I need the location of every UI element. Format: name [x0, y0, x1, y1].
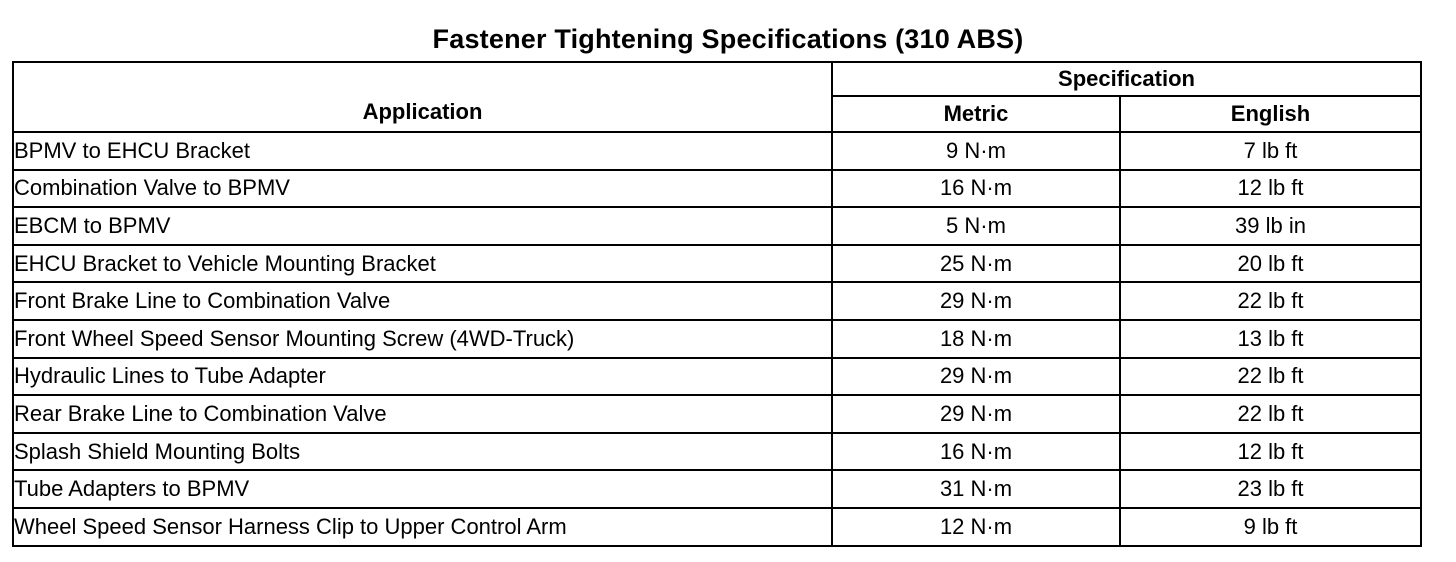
english-cell: 23 lb ft	[1120, 470, 1421, 508]
metric-cell: 29 N·m	[832, 358, 1120, 396]
application-cell: Front Brake Line to Combination Valve	[13, 282, 832, 320]
page-title: Fastener Tightening Specifications (310 ABS)	[432, 24, 1024, 54]
table-row	[13, 170, 1421, 208]
table-row	[13, 433, 1421, 471]
metric-cell: 12 N·m	[832, 508, 1120, 546]
table-row	[13, 207, 1421, 245]
english-cell: 12 lb ft	[1120, 170, 1421, 208]
english-cell: 13 lb ft	[1120, 320, 1421, 358]
metric-cell: 9 N·m	[832, 132, 1120, 170]
header-row	[13, 62, 1421, 96]
application-cell: BPMV to EHCU Bracket	[13, 132, 832, 170]
metric-cell: 16 N·m	[832, 170, 1120, 208]
english-cell: 22 lb ft	[1120, 395, 1421, 433]
metric-cell: 25 N·m	[832, 245, 1120, 283]
english-cell: 20 lb ft	[1120, 245, 1421, 283]
application-cell: Wheel Speed Sensor Harness Clip to Upper Control Arm	[13, 508, 832, 546]
application-cell: Splash Shield Mounting Bolts	[13, 433, 832, 471]
metric-cell: 29 N·m	[832, 395, 1120, 433]
application-cell: Front Wheel Speed Sensor Mounting Screw (4WD-Truck)	[13, 320, 832, 358]
table-row	[13, 395, 1421, 433]
table-row	[13, 245, 1421, 283]
column-header-metric: Metric	[832, 96, 1120, 132]
application-cell: EHCU Bracket to Vehicle Mounting Bracket	[13, 245, 832, 283]
metric-cell: 16 N·m	[832, 433, 1120, 471]
table-row	[13, 282, 1421, 320]
metric-cell: 29 N·m	[832, 282, 1120, 320]
english-cell: 39 lb in	[1120, 207, 1421, 245]
application-cell: Hydraulic Lines to Tube Adapter	[13, 358, 832, 396]
english-cell: 7 lb ft	[1120, 132, 1421, 170]
metric-cell: 31 N·m	[832, 470, 1120, 508]
column-header-english: English	[1120, 96, 1421, 132]
application-cell: Combination Valve to BPMV	[13, 170, 832, 208]
english-cell: 9 lb ft	[1120, 508, 1421, 546]
fastener-spec-table	[12, 61, 1422, 547]
application-cell: Rear Brake Line to Combination Valve	[13, 395, 832, 433]
english-cell: 12 lb ft	[1120, 433, 1421, 471]
table-row	[13, 320, 1421, 358]
metric-cell: 18 N·m	[832, 320, 1120, 358]
english-cell: 22 lb ft	[1120, 282, 1421, 320]
column-header-specification: Specification	[832, 62, 1421, 96]
application-cell: EBCM to BPMV	[13, 207, 832, 245]
metric-cell: 5 N·m	[832, 207, 1120, 245]
table-row	[13, 470, 1421, 508]
table-row	[13, 132, 1421, 170]
table-row	[13, 358, 1421, 396]
table-row	[13, 508, 1421, 546]
english-cell: 22 lb ft	[1120, 358, 1421, 396]
application-cell: Tube Adapters to BPMV	[13, 470, 832, 508]
column-header-application: Application	[13, 62, 832, 132]
